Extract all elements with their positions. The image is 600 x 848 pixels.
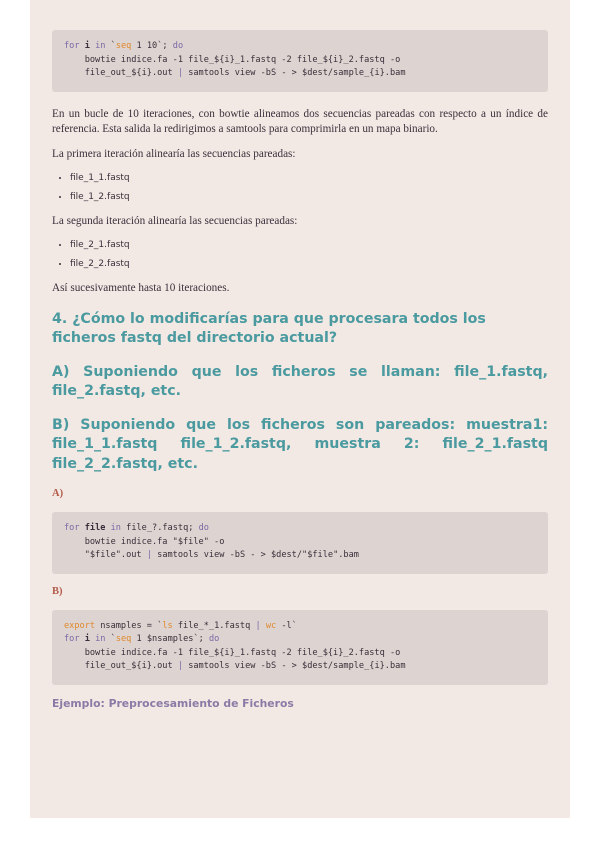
code-keyword: do xyxy=(198,523,209,534)
code-text: file_out_${i}.out xyxy=(64,661,178,672)
code-line: bowtie indice.fa "$file" -o xyxy=(64,536,225,547)
code-text: "$file".out xyxy=(64,550,147,561)
code-text: -l` xyxy=(276,620,297,631)
code-block-answer-a xyxy=(52,512,548,574)
code-text: ` xyxy=(110,634,116,645)
code-line: bowtie indice.fa -1 file_${i}_1.fastq -2 file_${i}_2.fastq -o xyxy=(64,647,401,658)
code-block-loop xyxy=(52,30,548,92)
code-keyword: export xyxy=(64,620,96,631)
code-command: ls xyxy=(162,620,173,631)
section-footer-title: Ejemplo: Preprocesamiento de Ficheros xyxy=(52,696,294,710)
code-pipe: | xyxy=(146,550,152,561)
question-heading-4: 4. ¿Cómo lo modificarías para que procesara todos los ficheros fastq del directorio actual? xyxy=(52,310,486,347)
file-list-second xyxy=(52,238,548,276)
code-variable: i xyxy=(84,634,90,645)
code-text: ` xyxy=(110,41,116,51)
code-keyword: for xyxy=(64,523,80,534)
code-text: nsamples = ` xyxy=(95,620,163,631)
answer-label-b: B) xyxy=(52,585,63,597)
code-line: bowtie indice.fa -1 file_${i}_1.fastq -2 file_${i}_2.fastq -o xyxy=(64,54,401,65)
list-item: • file_2_1.fastq xyxy=(70,238,548,257)
code-command: seq xyxy=(115,41,132,51)
paragraph-ten-iterations: Así sucesivamente hasta 10 iteraciones. xyxy=(52,282,230,295)
code-keyword: do xyxy=(208,634,220,645)
code-pipe: | xyxy=(255,620,261,631)
file-list-first xyxy=(52,171,548,209)
code-text: file_?.fastq; xyxy=(126,523,199,534)
document-page xyxy=(30,0,570,818)
code-keyword: in xyxy=(95,41,106,51)
code-text: samtools view -bS - > $dest/"$file".bam xyxy=(151,550,359,561)
code-keyword: in xyxy=(95,634,106,645)
list-item: • file_1_2.fastq xyxy=(70,190,548,209)
paragraph-first-iteration: La primera iteración alinearía las secuencias pareadas: xyxy=(52,147,296,160)
question-heading-a: A) Suponiendo que los ficheros se llaman: file_1.fastq, file_2.fastq, etc. xyxy=(52,363,548,400)
code-keyword: in xyxy=(110,523,121,534)
code-keyword: do xyxy=(172,41,184,51)
question-heading-b: B) Suponiendo que los ficheros son pareados: muestra1: file_1_1.fastq file_1_2.fastq, muestra 2: file_2_1.fastq file_2_2.fastq, etc. xyxy=(52,416,548,472)
code-command: wc xyxy=(260,620,277,631)
code-text: samtools view -bS - > $dest/sample_{i}.bam xyxy=(183,661,406,672)
list-item: • file_2_2.fastq xyxy=(70,257,548,276)
code-command: seq xyxy=(115,634,132,645)
code-keyword: for xyxy=(64,41,80,51)
page-content xyxy=(52,28,548,710)
code-text: samtools view -bS - > $dest/sample_{i}.bam xyxy=(183,68,406,78)
code-text: 1 $nsamples`; xyxy=(131,634,209,645)
code-pipe: | xyxy=(177,661,184,672)
answer-label-a: A) xyxy=(52,488,64,500)
code-keyword: for xyxy=(64,634,80,645)
paragraph-second-iteration: La segunda iteración alinearía las secuencias pareadas: xyxy=(52,215,298,228)
code-text: 1 10`; xyxy=(131,41,173,51)
list-item: • file_1_1.fastq xyxy=(70,171,548,190)
code-variable: file xyxy=(84,523,106,534)
code-block-answer-b xyxy=(52,610,548,685)
code-text: file_*_1.fastq xyxy=(172,620,256,631)
code-text: file_out_${i}.out xyxy=(64,68,178,78)
paragraph-explanation: En un bucle de 10 iteraciones, con bowtie alineamos dos secuencias pareadas con respecto a un índice de referencia. Esta salida la redirigimos a samtools para comprimirla en un mapa binario. xyxy=(52,107,548,135)
code-variable: i xyxy=(84,41,90,51)
code-pipe: | xyxy=(177,68,184,78)
